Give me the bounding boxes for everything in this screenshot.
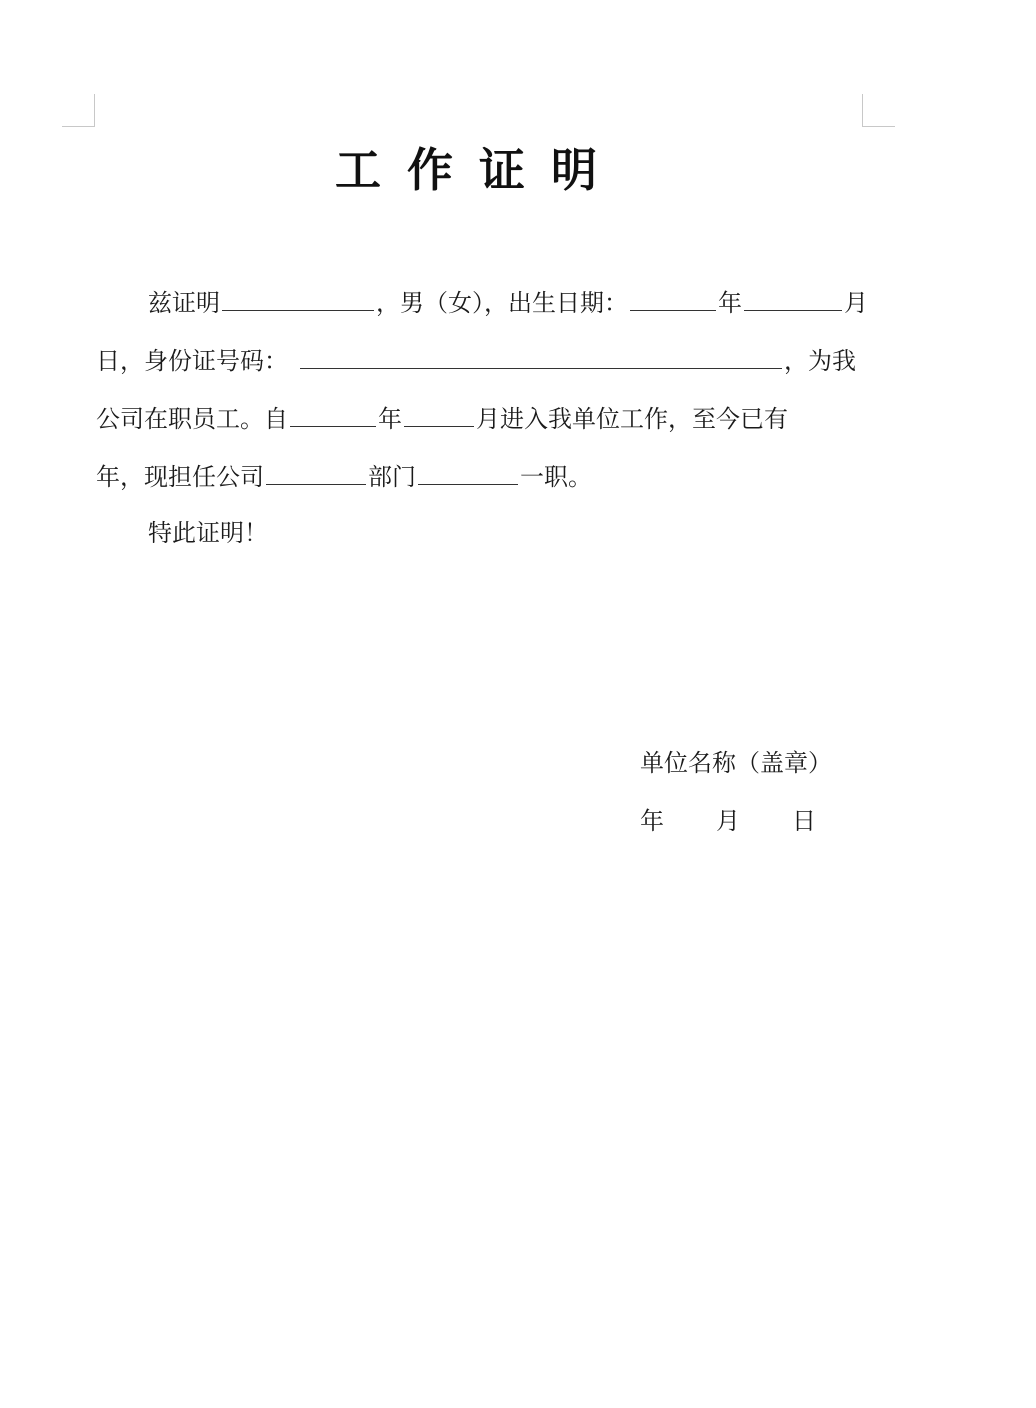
crop-mark-top-right (862, 94, 895, 127)
text-gender-birth: ，男（女），出生日期： (376, 289, 628, 317)
department-blank[interactable] (266, 458, 366, 485)
birth-month-blank[interactable] (744, 284, 842, 311)
position-blank[interactable] (418, 458, 518, 485)
entry-year-blank[interactable] (290, 400, 376, 427)
text-department: 部门 (368, 463, 416, 491)
signature-date (640, 804, 816, 838)
text-month: 月 (844, 289, 868, 317)
body-line-3 (96, 400, 864, 436)
name-blank[interactable] (222, 284, 374, 311)
sig-month: 月 (716, 807, 740, 835)
unit-name-seal: 单位名称（盖章） (640, 749, 832, 777)
text-zizhengming: 兹证明 (148, 289, 220, 317)
text-company-employee: 公司在职员工。自 (96, 405, 288, 433)
text-year: 年 (718, 289, 742, 317)
text-current-position: 年，现担任公司 (96, 463, 264, 491)
birth-year-blank[interactable] (630, 284, 716, 311)
document-title: 工作证明 (335, 143, 623, 197)
text-entry-year: 年 (378, 405, 402, 433)
crop-mark-top-left (62, 94, 95, 127)
text-wei-wo: ，为我 (784, 347, 856, 375)
entry-month-blank[interactable] (404, 400, 474, 427)
sig-day: 日 (792, 807, 816, 835)
id-number-blank[interactable] (300, 342, 782, 369)
body-line-2 (96, 342, 864, 378)
text-position: 一职。 (520, 463, 592, 491)
text-day-id: 日，身份证号码： (96, 347, 288, 375)
closing-line: 特此证明！ (148, 519, 268, 547)
body-line-1 (148, 284, 868, 320)
sig-year: 年 (640, 807, 664, 835)
body-line-4 (96, 458, 864, 494)
text-entry-month: 月进入我单位工作，至今已有 (476, 405, 788, 433)
